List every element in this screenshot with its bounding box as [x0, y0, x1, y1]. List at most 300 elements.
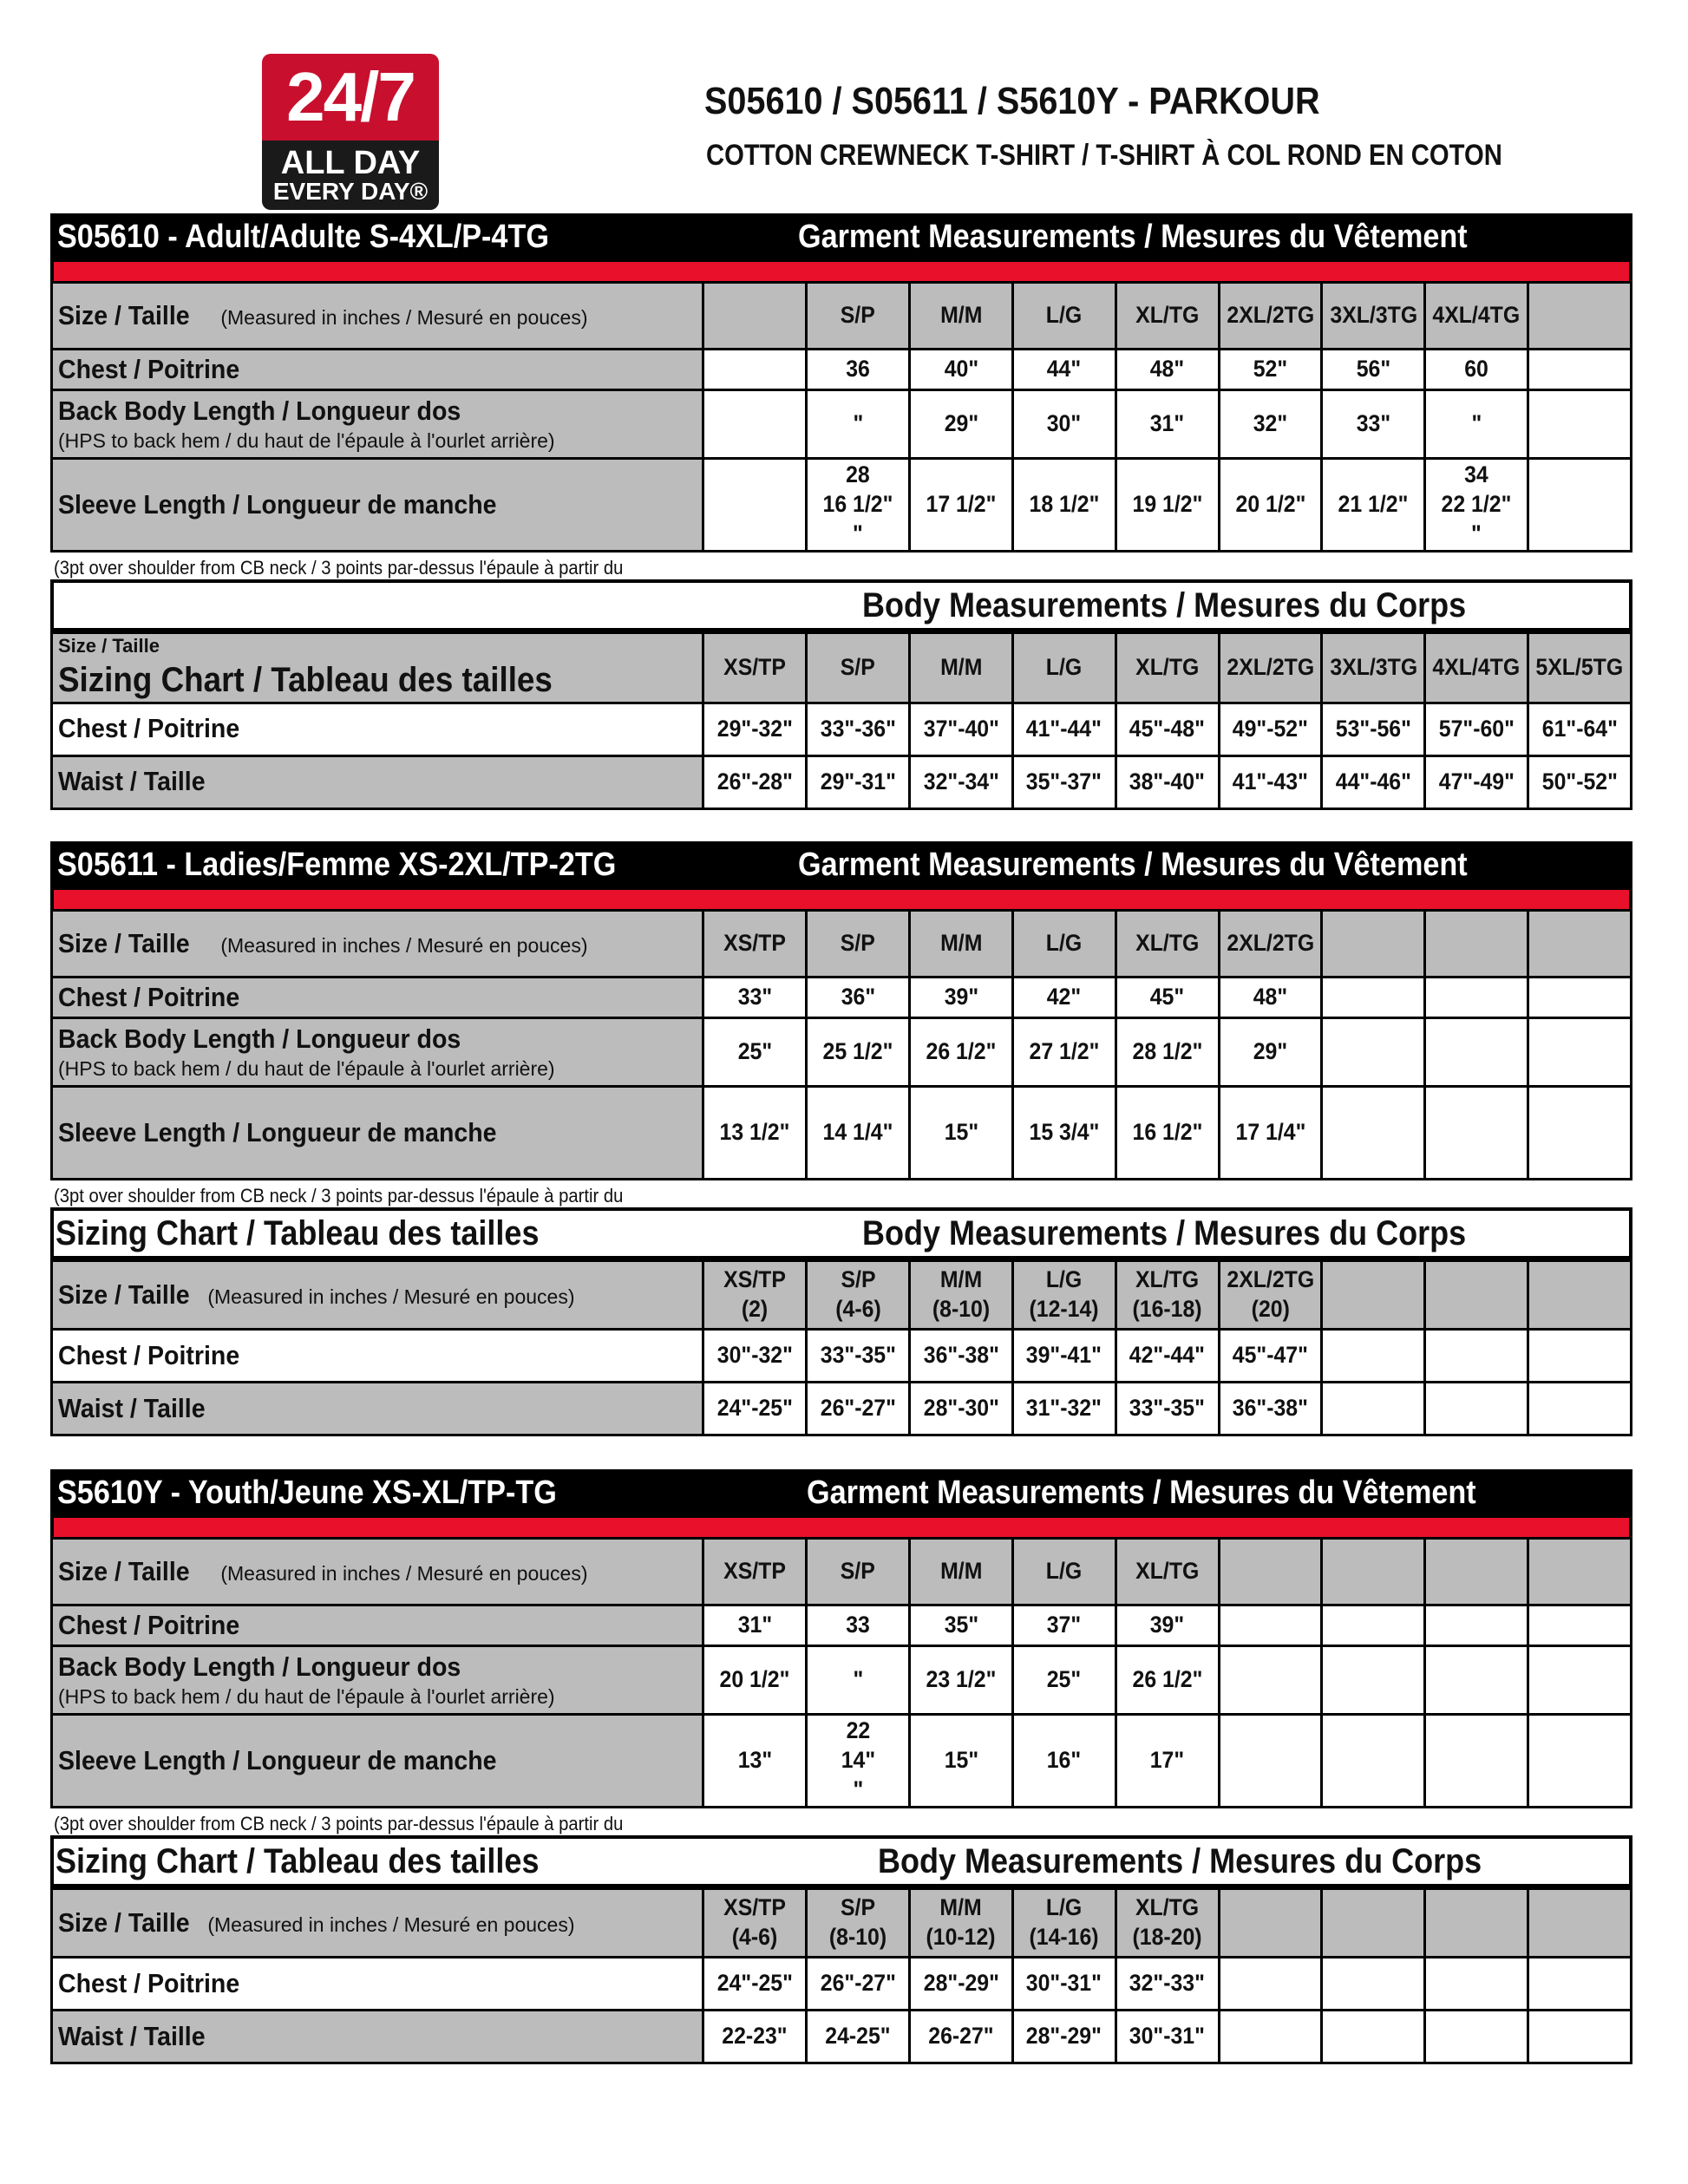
youth-accent-bar [50, 1518, 1632, 1537]
sleeve-value: 17 1/2" [926, 491, 997, 518]
size-cell [1219, 1539, 1322, 1605]
table-row [52, 459, 1632, 552]
table-row [52, 755, 1632, 808]
body-waist-label-cell [52, 1383, 703, 1435]
body-chest-cell [1528, 1958, 1632, 2011]
document-title: S05610 / S05611 / S5610Y - PARKOUR [704, 80, 1320, 122]
body-chest-cell [1219, 703, 1322, 755]
back-length-cell [703, 390, 807, 459]
body-size-cell [1219, 633, 1322, 703]
sleeve-cell [807, 459, 910, 552]
body-size-cell [1425, 633, 1528, 703]
body-chest-value: 39"-41" [1026, 1342, 1102, 1369]
body-waist-value: 32"-34" [923, 768, 999, 794]
table-row [52, 1715, 1632, 1808]
body-size-cell [807, 1889, 910, 1958]
table-row [52, 283, 1632, 350]
body-chest-cell [1116, 703, 1219, 755]
body-size-value: XS/TP [723, 653, 787, 680]
table-row [52, 911, 1632, 978]
body-chest-value: 29"-32" [716, 715, 793, 742]
body-chest-value: 57"-60" [1438, 715, 1515, 742]
measured-note: (Measured in inches / Mesuré en pouces) [207, 1285, 575, 1308]
body-chest-value: 37"-40" [923, 715, 999, 742]
back-length-cell [807, 1646, 910, 1715]
body-chest-cell [807, 1958, 910, 2011]
body-chest-value: 41"-44" [1026, 715, 1102, 742]
size-value: M/M [939, 302, 983, 329]
youth-body-header [50, 1835, 1632, 1887]
chest-label: Chest / Poitrine [58, 353, 240, 384]
table-row [52, 1646, 1632, 1715]
chest-cell [910, 1605, 1013, 1646]
adult-body-header [50, 579, 1632, 631]
size-value: 2XL/2TG [1227, 930, 1314, 957]
body-chest-cell [807, 703, 910, 755]
size-value: XS/TP [723, 930, 787, 957]
sleeve-label-cell [52, 1715, 703, 1808]
body-size-cell [807, 633, 910, 703]
size-cell [807, 1539, 910, 1605]
sleeve-value: 18 1/2" [1029, 491, 1100, 518]
chest-label: Chest / Poitrine [58, 1609, 240, 1640]
table-row [52, 1383, 1632, 1435]
chest-cell [910, 978, 1013, 1018]
body-size-value: S/P (4-6) [834, 1266, 881, 1322]
body-waist-label: Waist / Taille [58, 766, 206, 797]
logo-number: 24/7 [262, 54, 439, 141]
back-length-label-cell [52, 1646, 703, 1715]
size-label-cell [52, 1261, 703, 1330]
sleeve-cell [1322, 459, 1425, 552]
body-chest-cell [1012, 1958, 1116, 2011]
sleeve-cell [807, 1087, 910, 1180]
body-waist-cell [1116, 1383, 1219, 1435]
body-waist-cell [1425, 2011, 1528, 2063]
sleeve-cell [910, 1087, 1013, 1180]
youth-section-title: S5610Y - Youth/Jeune XS-XL/TP-TG [57, 1475, 557, 1511]
body-waist-cell [1322, 755, 1425, 808]
body-size-cell [703, 633, 807, 703]
size-cell [1012, 283, 1116, 350]
body-size-cell [703, 1889, 807, 1958]
body-waist-label-cell [52, 755, 703, 808]
sleeve-cell [703, 459, 807, 552]
sleeve-cell [1322, 1715, 1425, 1808]
body-chest-value: 33"-35" [820, 1342, 896, 1369]
chest-value: 60 [1464, 356, 1489, 383]
size-value: L/G [1046, 1558, 1083, 1585]
back-length-cell [1219, 1646, 1322, 1715]
chest-value: 48" [1253, 984, 1288, 1010]
body-waist-value: 50"-52" [1541, 768, 1618, 794]
table-row [52, 1889, 1632, 1958]
adult-section-header [50, 213, 1632, 262]
chest-label-cell [52, 350, 703, 390]
chest-cell [1116, 978, 1219, 1018]
chest-label-cell [52, 978, 703, 1018]
table-row [52, 703, 1632, 755]
sleeve-note-line1: (3pt over shoulder from CB neck / 3 points par-dessus l'épaule à partir du [54, 1813, 624, 1834]
table-row [52, 1087, 1632, 1180]
body-waist-cell [1528, 2011, 1632, 2063]
back-length-value: 27 1/2" [1029, 1038, 1100, 1065]
sleeve-cell [1116, 1087, 1219, 1180]
back-length-cell [807, 1018, 910, 1087]
body-waist-cell [1012, 1383, 1116, 1435]
chest-value: 45" [1149, 984, 1185, 1010]
body-chest-cell [1322, 1330, 1425, 1383]
back-length-value: 25" [1047, 1666, 1082, 1693]
ladies-body-header [50, 1207, 1632, 1259]
body-chest-value: 36"-38" [923, 1342, 999, 1369]
size-cell [807, 283, 910, 350]
body-chest-cell [1425, 1330, 1528, 1383]
size-value: 3XL/3TG [1329, 302, 1417, 329]
body-waist-cell [1219, 2011, 1322, 2063]
body-waist-value: 29"-31" [820, 768, 896, 794]
size-label: Size / Taille [58, 1555, 190, 1586]
body-size-cell [1116, 1261, 1219, 1330]
body-waist-cell [1528, 755, 1632, 808]
size-label: Size / Taille [58, 1278, 190, 1310]
chest-cell [1219, 350, 1322, 390]
body-size-value: S/P (8-10) [828, 1894, 887, 1950]
back-length-cell [1012, 1018, 1116, 1087]
body-waist-value: 30"-31" [1129, 2023, 1206, 2050]
body-size-value: 4XL/4TG [1432, 653, 1521, 680]
logo-tagline [262, 141, 439, 210]
chest-value: 56" [1356, 356, 1391, 383]
size-cell [807, 911, 910, 978]
size-small-label: Size / Taille [58, 635, 160, 657]
chest-cell [1116, 1605, 1219, 1646]
size-cell [1219, 911, 1322, 978]
table-row [52, 2011, 1632, 2063]
measured-note: (Measured in inches / Mesuré en pouces) [220, 1561, 588, 1585]
body-waist-value: 36"-38" [1232, 1395, 1309, 1422]
back-length-cell [1528, 390, 1632, 459]
sleeve-note-line1: (3pt over shoulder from CB neck / 3 points par-dessus l'épaule à partir du [54, 1185, 624, 1206]
body-waist-value: 26"-27" [820, 1395, 896, 1422]
body-chest-value: 30"-32" [716, 1342, 793, 1369]
body-size-value: L/G (14-16) [1029, 1894, 1099, 1950]
body-chest-value: 45"-47" [1232, 1342, 1309, 1369]
body-chest-cell [1012, 703, 1116, 755]
body-waist-label: Waist / Taille [58, 2020, 206, 2051]
sleeve-note-line1: (3pt over shoulder from CB neck / 3 points par-dessus l'épaule à partir du [54, 557, 624, 579]
size-value: XL/TG [1135, 302, 1200, 329]
size-cell [1012, 911, 1116, 978]
measured-note: (Measured in inches / Mesuré en pouces) [207, 1913, 575, 1936]
body-size-value: L/G (12-14) [1029, 1266, 1099, 1322]
size-label-cell [52, 283, 703, 350]
size-label: Size / Taille [58, 299, 190, 330]
back-length-value: 28 1/2" [1132, 1038, 1203, 1065]
size-cell [1528, 283, 1632, 350]
body-chest-cell [1219, 1330, 1322, 1383]
sleeve-cell [1528, 459, 1632, 552]
ladies-section-title: S05611 - Ladies/Femme XS-2XL/TP-2TG [57, 847, 617, 883]
back-length-value: " [853, 410, 864, 437]
size-cell [910, 1539, 1013, 1605]
body-size-value: 2XL/2TG [1227, 653, 1314, 680]
sleeve-cell [703, 1715, 807, 1808]
chest-cell [1322, 350, 1425, 390]
back-length-cell [1012, 390, 1116, 459]
body-waist-value: 26"-28" [716, 768, 793, 794]
body-size-value: XL/TG (16-18) [1132, 1266, 1202, 1322]
size-cell [910, 911, 1013, 978]
size-label-cell [52, 1539, 703, 1605]
chest-cell [1528, 350, 1632, 390]
sleeve-value: 17 1/4" [1235, 1119, 1305, 1146]
back-length-cell [1116, 390, 1219, 459]
body-chest-value: 32"-33" [1129, 1970, 1206, 1997]
size-cell [1322, 283, 1425, 350]
body-chest-cell [910, 1330, 1013, 1383]
body-waist-cell [1322, 2011, 1425, 2063]
chest-cell [1425, 978, 1528, 1018]
body-size-cell [1425, 1261, 1528, 1330]
sleeve-value: 22 14" " [841, 1717, 875, 1802]
body-waist-cell [1219, 755, 1322, 808]
body-size-value: M/M [939, 653, 983, 680]
body-chest-label: Chest / Poitrine [58, 1339, 240, 1370]
chest-cell [807, 1605, 910, 1646]
body-waist-cell [910, 755, 1013, 808]
size-value: M/M [939, 1558, 983, 1585]
back-length-value: 31" [1149, 410, 1185, 437]
sleeve-value: 21 1/2" [1338, 491, 1409, 518]
sleeve-label: Sleeve Length / Longueur de manche [58, 1744, 497, 1775]
table-row [52, 1605, 1632, 1646]
table-row [52, 1330, 1632, 1383]
sizing-chart-label: Sizing Chart / Tableau des tailles [58, 660, 553, 699]
sleeve-label-cell [52, 1087, 703, 1180]
back-length-value: 25" [737, 1038, 772, 1065]
size-cell [1322, 911, 1425, 978]
adult-garment-table [50, 281, 1632, 553]
body-chest-label-cell [52, 1958, 703, 2011]
sleeve-cell [1012, 459, 1116, 552]
body-size-cell [1219, 1889, 1322, 1958]
back-length-note: (HPS to back hem / du haut de l'épaule à l'ourlet arrière) [58, 1057, 555, 1080]
body-size-cell [1012, 1889, 1116, 1958]
chest-value: 39" [1149, 1612, 1185, 1638]
size-cell [703, 911, 807, 978]
body-waist-cell [703, 755, 807, 808]
table-row [52, 390, 1632, 459]
ladies-sizing-chart-title: Sizing Chart / Tableau des tailles [56, 1214, 540, 1252]
body-chest-cell [1012, 1330, 1116, 1383]
chest-value: 36" [841, 984, 875, 1010]
body-size-cell [1322, 633, 1425, 703]
body-waist-cell [910, 2011, 1013, 2063]
size-value: XS/TP [723, 1558, 787, 1585]
ladies-accent-bar [50, 890, 1632, 909]
body-size-cell [910, 633, 1013, 703]
body-size-value: XS/TP (4-6) [723, 1894, 787, 1950]
body-waist-cell [1425, 1383, 1528, 1435]
body-chest-cell [910, 703, 1013, 755]
body-chest-label-cell [52, 1330, 703, 1383]
sleeve-value: 20 1/2" [1235, 491, 1305, 518]
chest-cell [1528, 978, 1632, 1018]
body-chest-cell [807, 1330, 910, 1383]
youth-sizing-chart-title: Sizing Chart / Tableau des tailles [56, 1842, 540, 1880]
back-length-cell [703, 1646, 807, 1715]
body-waist-value: 44"-46" [1335, 768, 1411, 794]
size-value: XL/TG [1135, 930, 1200, 957]
chest-value: 42" [1047, 984, 1082, 1010]
chest-cell [1425, 1605, 1528, 1646]
back-length-value: 29" [1253, 1038, 1288, 1065]
sleeve-cell [1219, 459, 1322, 552]
ladies-body-title: Body Measurements / Mesures du Corps [862, 1214, 1467, 1252]
body-chest-cell [1425, 1958, 1528, 2011]
chest-value: 40" [944, 356, 978, 383]
body-chest-label: Chest / Poitrine [58, 713, 240, 744]
size-cell [1012, 1539, 1116, 1605]
back-length-cell [1528, 1018, 1632, 1087]
body-size-value: L/G [1046, 653, 1083, 680]
back-length-value: 26 1/2" [926, 1038, 997, 1065]
sleeve-cell [1116, 459, 1219, 552]
body-chest-cell [1528, 703, 1632, 755]
body-size-cell [1012, 633, 1116, 703]
size-value: S/P [841, 930, 876, 957]
size-value: L/G [1046, 930, 1083, 957]
size-cell [1116, 911, 1219, 978]
sleeve-cell [910, 1715, 1013, 1808]
body-chest-value: 33"-36" [820, 715, 896, 742]
chest-value: 36 [846, 356, 870, 383]
back-length-value: 32" [1253, 410, 1288, 437]
document-subtitle: COTTON CREWNECK T-SHIRT / T-SHIRT À COL ROND EN COTON [706, 139, 1502, 172]
back-length-cell [1116, 1018, 1219, 1087]
back-length-label: Back Body Length / Longueur dos [58, 396, 461, 427]
sleeve-cell [1012, 1715, 1116, 1808]
measured-note: (Measured in inches / Mesuré en pouces) [220, 933, 588, 957]
chest-value: 35" [944, 1612, 978, 1638]
table-row [52, 1539, 1632, 1605]
body-waist-value: 28"-30" [923, 1395, 999, 1422]
body-waist-cell [910, 1383, 1013, 1435]
back-length-cell [1219, 1018, 1322, 1087]
size-cell [1116, 283, 1219, 350]
sleeve-cell [703, 1087, 807, 1180]
back-length-cell [1322, 1646, 1425, 1715]
back-length-value: " [853, 1666, 864, 1693]
body-waist-value: 28"-29" [1026, 2023, 1102, 2050]
back-length-value: 25 1/2" [822, 1038, 893, 1065]
table-row [52, 633, 1632, 703]
sleeve-value: 28 16 1/2" " [822, 461, 893, 546]
back-length-cell [1012, 1646, 1116, 1715]
chest-cell [1322, 1605, 1425, 1646]
chest-value: 44" [1047, 356, 1082, 383]
back-length-value: 26 1/2" [1132, 1666, 1203, 1693]
chest-cell [1425, 350, 1528, 390]
body-size-cell [1322, 1261, 1425, 1330]
size-cell [1116, 1539, 1219, 1605]
body-chest-value: 42"-44" [1129, 1342, 1206, 1369]
chest-value: 37" [1047, 1612, 1082, 1638]
youth-body-title: Body Measurements / Mesures du Corps [878, 1842, 1482, 1880]
chest-cell [910, 350, 1013, 390]
chest-cell [1322, 978, 1425, 1018]
chest-cell [703, 978, 807, 1018]
chest-cell [1219, 978, 1322, 1018]
back-length-label: Back Body Length / Longueur dos [58, 1651, 461, 1683]
body-waist-value: 24-25" [825, 2023, 891, 2050]
body-chest-value: 45"-48" [1129, 715, 1206, 742]
sleeve-cell [910, 459, 1013, 552]
body-chest-cell [703, 1958, 807, 2011]
table-row [52, 1018, 1632, 1087]
body-waist-cell [1116, 755, 1219, 808]
ladies-body-table [50, 1259, 1632, 1436]
body-waist-cell [807, 2011, 910, 2063]
sleeve-cell [1012, 1087, 1116, 1180]
chest-cell [703, 350, 807, 390]
adult-body-table [50, 631, 1632, 810]
body-waist-cell [807, 755, 910, 808]
ladies-garment-table [50, 909, 1632, 1180]
body-waist-label-cell [52, 2011, 703, 2063]
back-length-cell [1528, 1646, 1632, 1715]
sleeve-cell [1425, 1087, 1528, 1180]
body-chest-cell [1219, 1958, 1322, 2011]
body-chest-label: Chest / Poitrine [58, 1967, 240, 1998]
body-waist-value: 47"-49" [1438, 768, 1515, 794]
body-waist-label: Waist / Taille [58, 1392, 206, 1423]
body-size-cell [1012, 1261, 1116, 1330]
back-length-note: (HPS to back hem / du haut de l'épaule à l'ourlet arrière) [58, 1685, 555, 1708]
body-chest-cell [1116, 1330, 1219, 1383]
chest-value: 33" [737, 984, 772, 1010]
chest-cell [1012, 350, 1116, 390]
body-waist-cell [1425, 755, 1528, 808]
body-size-value: M/M (10-12) [926, 1894, 997, 1950]
body-chest-cell [703, 1330, 807, 1383]
sleeve-value: 13" [737, 1747, 772, 1774]
sleeve-cell [1425, 459, 1528, 552]
sleeve-cell [1528, 1715, 1632, 1808]
sleeve-value: 15" [944, 1747, 978, 1774]
back-length-cell [1322, 390, 1425, 459]
back-length-cell [910, 1018, 1013, 1087]
sleeve-cell [1528, 1087, 1632, 1180]
body-size-cell [1116, 1889, 1219, 1958]
sleeve-label-cell [52, 459, 703, 552]
size-cell [1528, 911, 1632, 978]
size-value: 2XL/2TG [1227, 302, 1314, 329]
size-value: L/G [1046, 302, 1083, 329]
body-size-value: 3XL/3TG [1329, 653, 1417, 680]
body-waist-cell [703, 1383, 807, 1435]
back-length-note: (HPS to back hem / du haut de l'épaule à l'ourlet arrière) [58, 429, 555, 452]
body-size-cell [1322, 1889, 1425, 1958]
size-cell [1425, 1539, 1528, 1605]
body-size-cell [807, 1261, 910, 1330]
sleeve-label: Sleeve Length / Longueur de manche [58, 1116, 497, 1148]
body-chest-value: 30"-31" [1026, 1970, 1102, 1997]
adult-body-title: Body Measurements / Mesures du Corps [862, 586, 1467, 624]
chest-cell [1012, 978, 1116, 1018]
back-length-cell [1219, 390, 1322, 459]
